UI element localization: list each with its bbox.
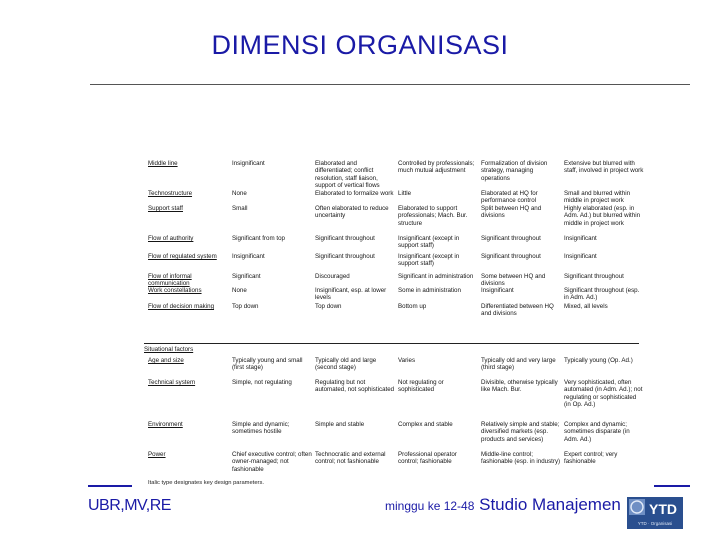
ytd-logo-graphic: [627, 497, 683, 529]
row-label: Flow of regulated system: [148, 253, 217, 260]
table-cell: Typically young (Op. Ad.): [564, 357, 633, 364]
table-cell: Typically old and very large (third stage): [481, 357, 556, 372]
table-cell: Differentiated between HQ and divisions: [481, 303, 554, 318]
table-cell: Significant throughout: [481, 235, 541, 242]
table-cell: Small and blurred within middle in project work: [564, 190, 631, 205]
table-cell: Significant in administration: [398, 273, 474, 280]
table-cell: Relatively simple and stable; diversified markets (esp. products and services): [481, 421, 560, 443]
table-cell: Significant: [232, 273, 261, 280]
table-cell: Top down: [315, 303, 342, 310]
table-cell: Insignificant: [564, 235, 597, 242]
table-cell: Significant throughout: [481, 253, 541, 260]
table-cell: Insignificant: [232, 253, 265, 260]
table-cell: Varies: [398, 357, 416, 364]
table-cell: Insignificant (except in support staff): [398, 253, 460, 268]
table-cell: Controlled by professionals; much mutual adjustment: [398, 160, 475, 175]
table-footnote: Italic type designates key design parameters.: [148, 480, 265, 486]
table-cell: Typically young and small (first stage): [232, 357, 303, 372]
table-cell: Small: [232, 205, 248, 212]
footer-week: minggu ke 12-48: [385, 499, 475, 513]
table-cell: Significant throughout (esp. in Adm. Ad.): [564, 287, 640, 302]
table-cell: Significant throughout: [564, 273, 624, 280]
row-label: Support staff: [148, 205, 183, 212]
table-cell: Significant throughout: [315, 253, 375, 260]
table-cell: Significant throughout: [315, 235, 375, 242]
table-cell: Complex and dynamic; sometimes disparate (in Adm. Ad.): [564, 421, 630, 443]
footer-author: UBR,MV,RE: [88, 497, 171, 514]
table-cell: Typically old and large (second stage): [315, 357, 377, 372]
table-cell: Highly elaborated (esp. in Adm. Ad.) but blurred within middle in project work: [564, 205, 641, 227]
table-cell: Regulating but not automated, not sophisticated: [315, 379, 395, 394]
ytd-logo: [627, 497, 683, 529]
row-label: Work constellations: [148, 287, 202, 294]
row-label: Technical system: [148, 379, 196, 386]
table-cell: Professional operator control; fashionable: [398, 451, 457, 466]
table-cell: Significant from top: [232, 235, 285, 242]
ytd-logo-text: YTD: [649, 501, 677, 517]
table-cell: None: [232, 287, 247, 294]
table-cell: Not regulating or sophisticated: [398, 379, 444, 394]
table-cell: Simple and stable: [315, 421, 365, 428]
situational-label: Situational factors: [144, 346, 194, 353]
table-cell: Insignificant: [564, 253, 597, 260]
table-cell: Technocratic and external control; not fashionable: [315, 451, 386, 466]
footer-divider-left: [88, 485, 132, 487]
table-cell: Expert control; very fashionable: [564, 451, 618, 466]
row-label: Environment: [148, 421, 183, 428]
table-cell: Often elaborated to reduce uncertainty: [315, 205, 389, 220]
table-cell: Top down: [232, 303, 259, 310]
table-cell: Middle-line control; fashionable (esp. in industry): [481, 451, 561, 466]
table-cell: Mixed, all levels: [564, 303, 608, 310]
footer-divider-right: [654, 485, 690, 487]
table-cell: Elaborated to formalize work: [315, 190, 394, 197]
table-cell: Insignificant: [481, 287, 514, 294]
table-cell: Little: [398, 190, 412, 197]
table-cell: Insignificant (except in support staff): [398, 235, 460, 250]
table-cell: Some between HQ and divisions: [481, 273, 546, 288]
table-cell: Simple, not regulating: [232, 379, 292, 386]
table-cell: Simple and dynamic; sometimes hostile: [232, 421, 290, 436]
row-label: Flow of informal communication: [148, 273, 192, 288]
table-cell: Extensive but blurred with staff, involved in project work: [564, 160, 644, 175]
table-cell: Divisible, otherwise typically like Mach. Bur.: [481, 379, 558, 394]
table-cell: None: [232, 190, 247, 197]
table-cell: Insignificant: [232, 160, 265, 167]
table-cell: Formalization of division strategy, managing operations: [481, 160, 548, 182]
table-cell: Elaborated and differentiated; conflict resolution, staff liaison, support of vertical flows: [315, 160, 380, 190]
title-divider: [90, 84, 690, 85]
table-cell: Elaborated at HQ for performance control: [481, 190, 538, 205]
row-label: Flow of decision making: [148, 303, 215, 310]
table-cell: Very sophisticated, often automated (in Adm. Ad.); not regulating or sophisticated (in Op. Ad.): [564, 379, 643, 409]
table-cell: Discouraged: [315, 273, 350, 280]
slide-title: DIMENSI ORGANISASI: [211, 30, 509, 60]
table-cell: Insignificant, esp. at lower levels: [315, 287, 387, 302]
footer-course: [385, 495, 621, 515]
row-label: Age and size: [148, 357, 184, 364]
scanned-table: [140, 150, 645, 488]
table-cell: Split between HQ and divisions: [481, 205, 542, 220]
table-cell: Some in administration: [398, 287, 461, 294]
footer-course-name: Studio Manajemen: [479, 495, 621, 514]
table-cell: Elaborated to support professionals; Mach. Bur. structure: [398, 205, 468, 227]
row-label: Power: [148, 451, 166, 458]
ytd-logo-caption: YTD · Organisasi: [637, 521, 673, 526]
row-label: Flow of authority: [148, 235, 194, 242]
table-cell: Bottom up: [398, 303, 427, 310]
section-divider: [144, 343, 639, 344]
row-label: Technostructure: [148, 190, 193, 197]
table-cell: Complex and stable: [398, 421, 453, 428]
table-cell: Chief executive control; often owner-managed; not fashionable: [232, 451, 312, 473]
row-label: Middle line: [148, 160, 178, 167]
